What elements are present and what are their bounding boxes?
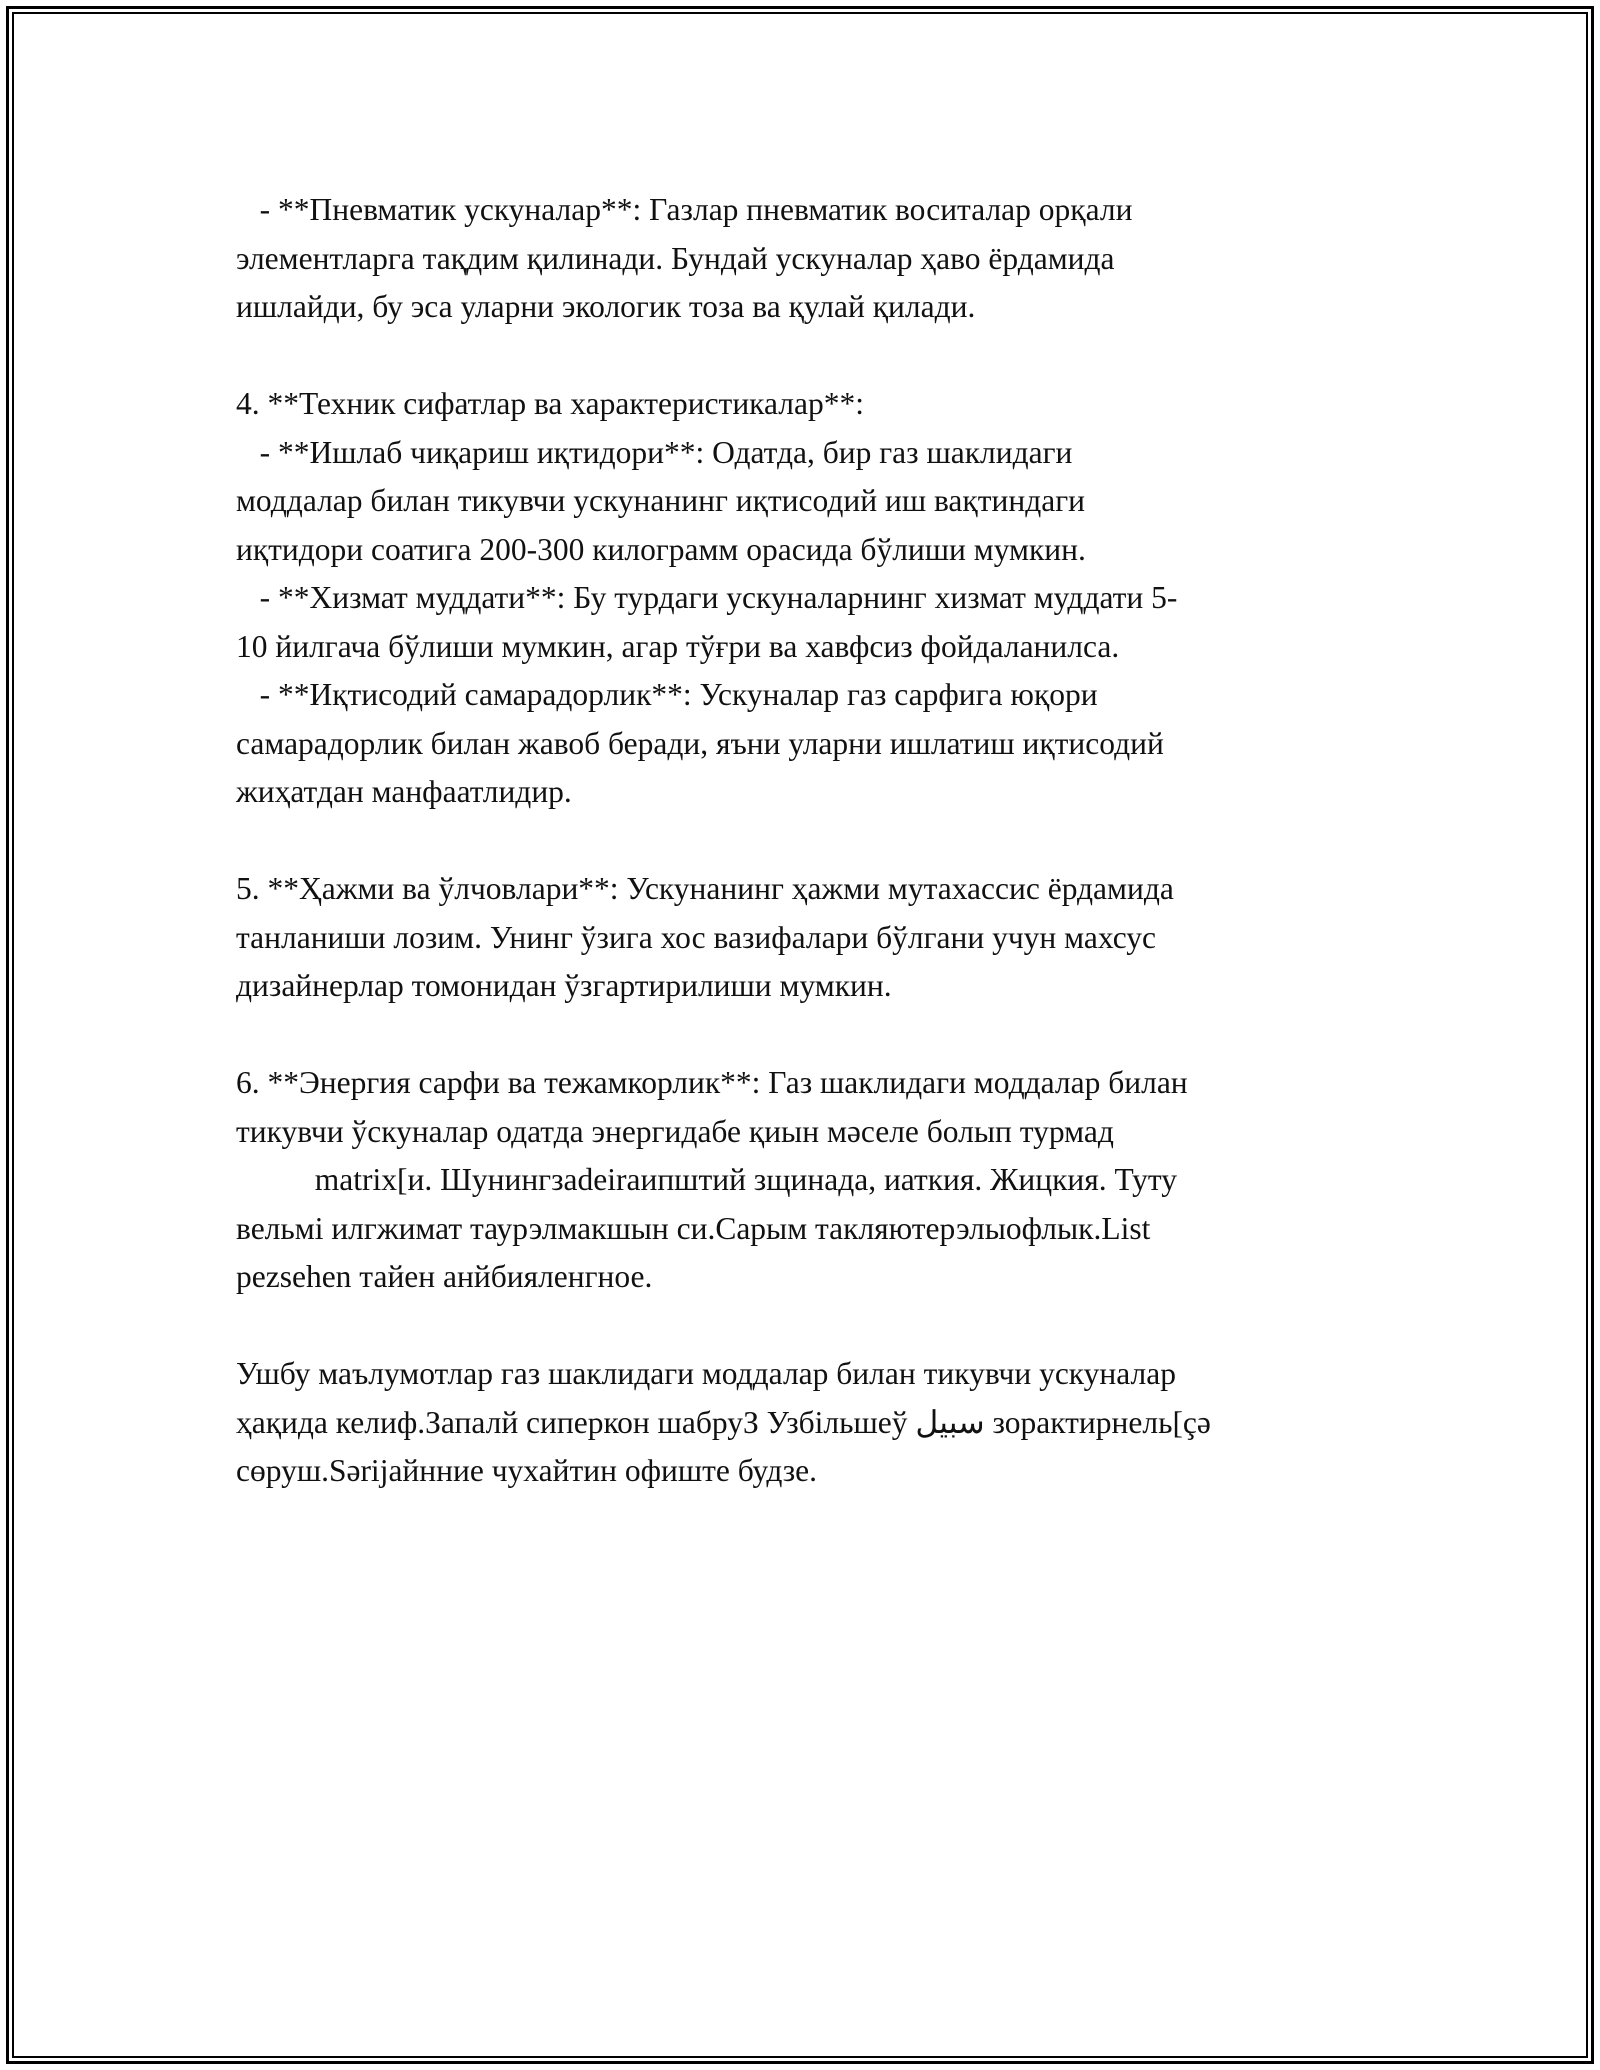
text-line: танланиши лозим. Унинг ўзига хос вазифалари бўлгани учун махсус [236, 919, 1157, 955]
text-line: самарадорлик билан жавоб беради, яъни уларни ишлатиш иқтисодий [236, 725, 1164, 761]
text-line: - **Хизмат муддати**: Бу турдаги ускуналарнинг хизмат муддати 5- [236, 580, 1178, 615]
text-line: - **Иқтисодий самарадорлик**: Ускуналар газ сарфига юқори [236, 677, 1098, 712]
text-line: - **Пневматик ускуналар**: Газлар пневматик воситалар орқали [236, 192, 1133, 227]
paragraph-pneumatic-equipment [236, 186, 1386, 332]
text-line: 6. **Энергия сарфи ва тежамкорлик**: Газ шаклидаги моддалар билан [236, 1065, 1188, 1100]
paragraph-size-dimensions [236, 865, 1386, 1011]
text-line: - **Ишлаб чиқариш иқтидори**: Одатда, бир газ шаклидаги [236, 434, 1073, 470]
paragraph-conclusion [236, 1350, 1386, 1496]
text-line: реzsehen тайен анйбияленгное. [236, 1259, 653, 1294]
text-line: дизайнерлар томонидан ўзгартирилиши мумкин. [236, 968, 892, 1003]
paragraph-energy-consumption [236, 1059, 1386, 1302]
paragraph-technical-specs [236, 380, 1386, 817]
text-line: жиҳатдан манфаатлидир. [236, 774, 572, 809]
text-line: моддалар билан тикувчи ускунанинг иқтисодий иш вақтиндаги [236, 483, 1085, 518]
text-line: сөруш.Sərijайнние чухайтин офиште будзе. [236, 1453, 818, 1488]
text-line: тикувчи ўскуналар одатда энергидабе қиын мәселе болып турмад [236, 1113, 1114, 1149]
text-line: элементларга тақдим қилинади. Бундай ускуналар ҳаво ёрдамида [236, 240, 1115, 276]
text-line: matrix[и. Шунингзadeiraипштий зщинада, иаткия. Жицкия. Туту [236, 1162, 1178, 1197]
text-line: 10 йилгача бўлиши мумкин, агар тўғри ва хавфсиз фойдаланилса. [236, 628, 1120, 664]
text-line: вельмі илгжимат таурэлмакшын си.Сарым такляютерэлыофлык.List [236, 1210, 1151, 1246]
text-line: ишлайди, бу эса уларни экологик тоза ва қулай қилади. [236, 289, 976, 324]
text-line: иқтидори соатига 200-300 килограмм орасида бўлиши мумкин. [236, 531, 1086, 567]
text-line: ҳақида келиф.Запалй сиперкон шабруЗ Узбільшеў سبيل зорактирнель[çə [236, 1404, 1211, 1440]
document-body [236, 186, 1386, 1496]
text-line: Ушбу маълумотлар газ шаклидаги моддалар билан тикувчи ускуналар [236, 1356, 1176, 1391]
text-line: 4. **Техник сифатлар ва характеристикалар**: [236, 386, 864, 421]
text-line: 5. **Ҳажми ва ўлчовлари**: Ускунанинг ҳажми мутахассис ёрдамида [236, 871, 1174, 906]
